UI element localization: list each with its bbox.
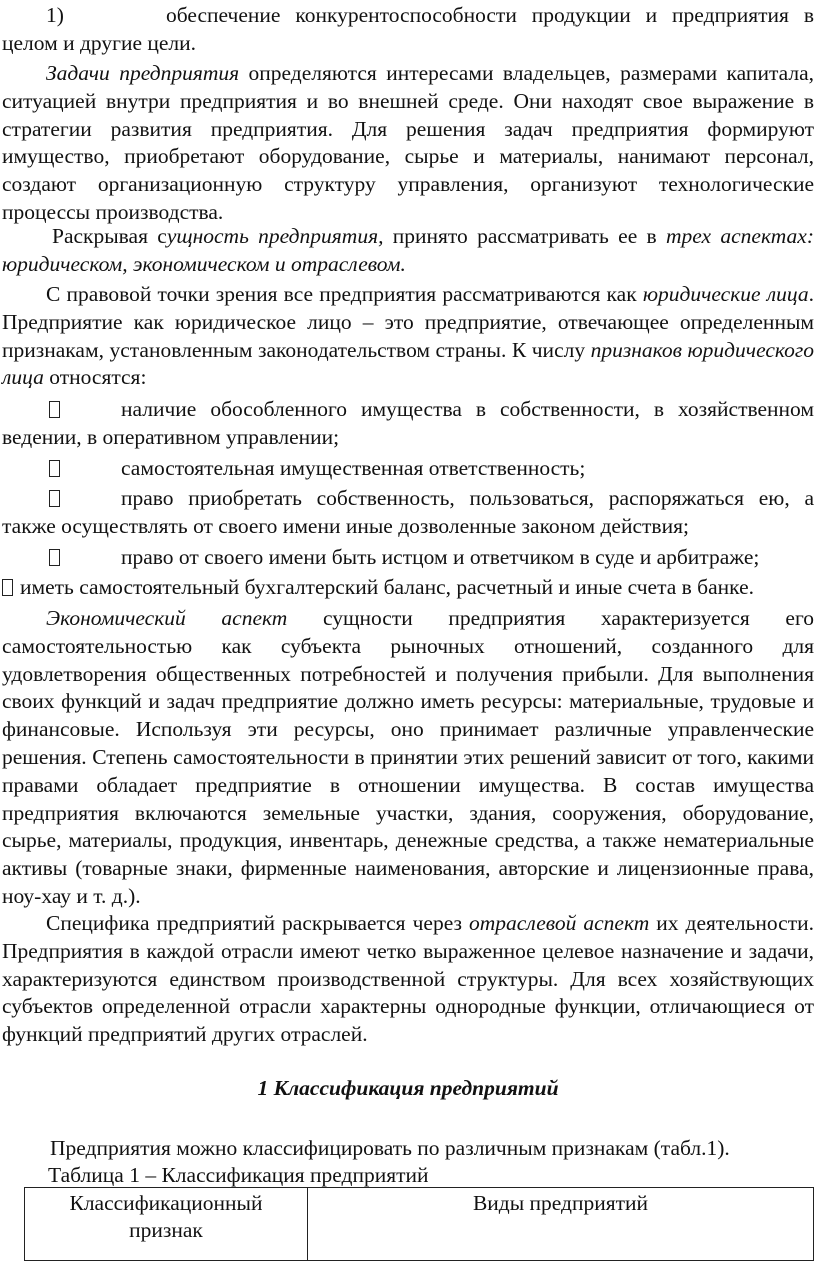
tasks-text: определяются интересами владельцев, размерами капитала, ситуацией внутри предприятия и во внешней среде. Они находят свое выражение в стратегии развития предприятия. Для решения задач предприятия формируют имущество, приобретают оборудование, сырье и материалы, нанимают персонал, создают организационную структуру управления, организуют технологические процессы производства. <box>2 61 814 224</box>
industry-text-b: их деятельности. Предприятия в каждой отрасли имеют четко выраженное целевое назначение и задачи, характеризуются единством производственной структуры. Для всех хозяйствующих субъектов определенной отрасли характерны однородные функции, отличающиеся от функций предприятий других отраслей. <box>2 911 814 1047</box>
essence-text-a: Раскрывая с <box>52 224 167 248</box>
paragraph-goal-item <box>2 2 814 58</box>
paragraph-classify <box>2 1135 814 1163</box>
bullet-text: наличие обособленного имущества в собственности, в хозяйственном ведении, в оперативном управлении; <box>2 397 814 449</box>
checkbox-bullet-icon <box>49 401 60 418</box>
bullet-item <box>2 455 814 483</box>
essence-term: ущность предприятия, <box>166 224 384 248</box>
bullet-item <box>2 396 814 452</box>
table-caption: Таблица 1 – Классификация предприятий <box>48 1163 429 1187</box>
classification-table <box>24 1187 814 1261</box>
bullet-item <box>2 574 814 602</box>
paragraph-essence <box>2 223 814 279</box>
checkbox-bullet-icon <box>2 579 13 596</box>
table-header-row <box>25 1188 814 1261</box>
table-header-cell: Виды предприятий <box>308 1188 814 1261</box>
bullet-text: иметь самостоятельный бухгалтерский баланс, расчетный и иные счета в банке. <box>20 575 754 599</box>
economic-term: Экономический аспект <box>46 606 288 630</box>
goal-item-text: обеспечение конкурентоспособности продукции и предприятия в целом и другие цели. <box>2 3 814 55</box>
bullet-text: самостоятельная имущественная ответственность; <box>121 456 586 480</box>
tasks-term: Задачи предприятия <box>46 61 240 85</box>
bullet-item <box>2 485 814 541</box>
checkbox-bullet-icon <box>49 549 60 566</box>
bullet-item <box>2 544 814 572</box>
essence-text-b: принято рассматривать ее в <box>383 224 666 248</box>
paragraph-economic <box>2 605 814 911</box>
bullet-text: право от своего имени быть истцом и ответчиком в суде и арбитраже; <box>121 545 760 569</box>
checkbox-bullet-icon <box>49 460 60 477</box>
section-heading: 1 Классификация предприятий <box>257 1076 559 1100</box>
legal-text-a: С правовой точки зрения все предприятия рассматриваются как <box>46 282 643 306</box>
economic-text: сущности предприятия характеризуется его самостоятельностью как субъекта рыночных отношений, созданного для удовлетворения общественных потребностей и получения прибыли. Для выполнения своих функций и задач предприятие должно иметь ресурсы: материальные, трудовые и финансовые. Используя эти ресурсы, оно принимает различные управленческие решения. Степень самостоятельности в принятии этих решений зависит от того, какими правами обладает предприятие в отношении имущества. В состав имущества предприятия включаются земельные участки, здания, сооружения, оборудование, сырье, материалы, продукция, инвентарь, денежные средства, а также нематериальные активы (товарные знаки, фирменные наименования, авторские и лицензионные права, ноу-хау и т. д.). <box>2 606 814 908</box>
legal-term: юридические лица <box>642 282 809 306</box>
classify-text: Предприятия можно классифицировать по различным признакам (табл.1). <box>50 1136 730 1160</box>
checkbox-bullet-icon <box>49 490 60 507</box>
industry-term: отраслевой аспект <box>469 911 650 935</box>
paragraph-industry <box>2 910 814 1049</box>
paragraph-tasks <box>2 60 814 227</box>
legal-attributes-term: признаков юридического лица <box>2 337 814 390</box>
list-number: 1) <box>46 3 64 27</box>
legal-text-c: относятся: <box>43 365 147 390</box>
essence-aspects: трех аспектах: юридическом, экономическом и отраслевом. <box>2 224 814 276</box>
bullet-text: право приобретать собственность, пользоваться, распоряжаться ею, а также осуществлять от своего имени иные дозволенные законом действия; <box>2 486 814 538</box>
legal-text-b: . Предприятие как юридическое лицо – это предприятие, отвечающее определенным признакам, установленным законодательством страны. К числу <box>2 282 814 362</box>
industry-text-a: Специфика предприятий раскрывается через <box>46 911 470 935</box>
paragraph-legal <box>2 281 814 392</box>
table-header-cell: Классификационный признак <box>25 1188 308 1261</box>
